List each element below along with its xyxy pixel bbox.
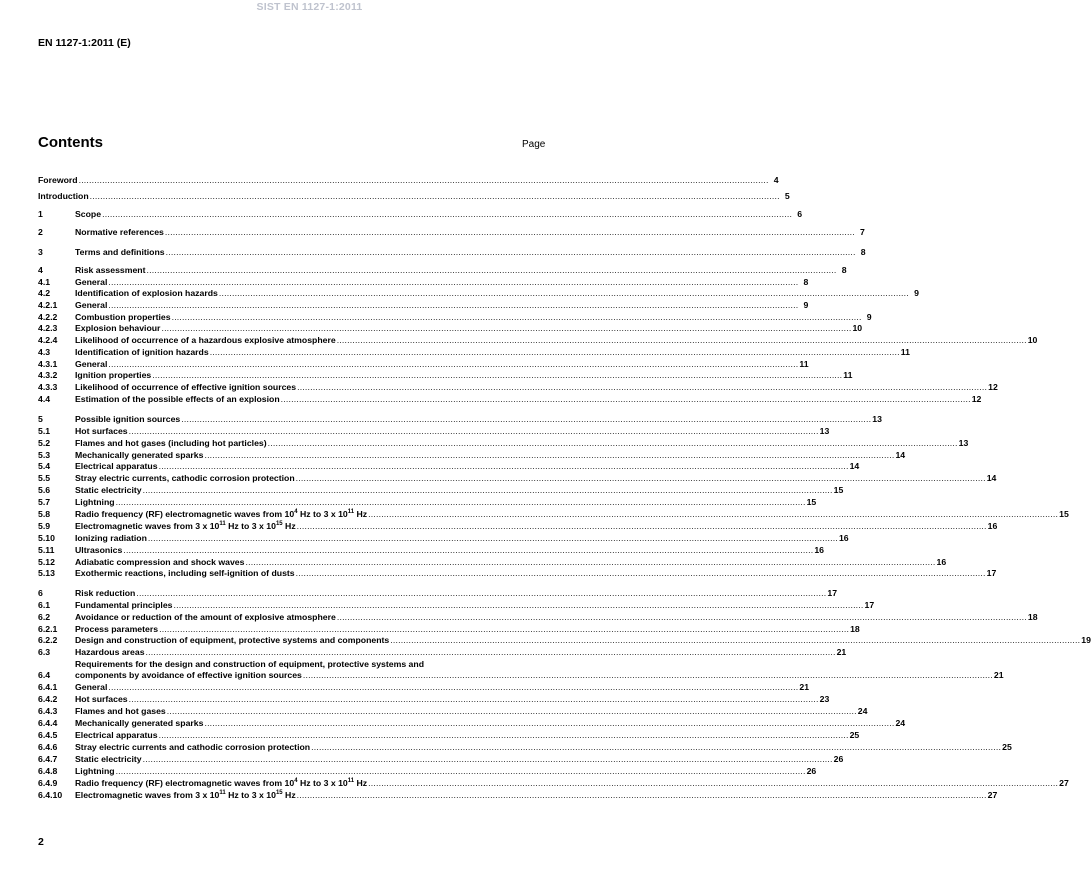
toc-leader-dots <box>152 370 842 381</box>
toc-entry-title: Stray electric currents and cathodic corrosion protection <box>75 742 311 752</box>
toc-entry-number: 5.12 <box>38 557 55 567</box>
toc-entry[interactable] <box>38 717 906 729</box>
contents-title: Contents <box>38 134 103 151</box>
toc-entry-title: Ultrasonics <box>75 545 123 555</box>
toc-entry-number: 6 <box>38 588 43 598</box>
toc-entry-number: 1 <box>38 209 43 219</box>
toc-leader-dots <box>297 521 987 532</box>
toc-entry-page: 16 <box>814 545 825 555</box>
toc-entry-title: Explosion behaviour <box>75 323 161 333</box>
toc-leader-dots <box>219 288 909 299</box>
toc-entry-page: 13 <box>958 438 969 448</box>
toc-entry[interactable] <box>38 346 910 358</box>
toc-entry-page: 14 <box>895 450 906 460</box>
toc-entry[interactable] <box>38 520 998 532</box>
toc-entry-number: 6.2.2 <box>38 635 58 645</box>
toc-entry-page: 11 <box>900 347 910 357</box>
toc-entry-number: 5.8 <box>38 509 51 519</box>
toc-entry-title: Hazardous areas <box>75 647 145 657</box>
toc-entry-page: 19 <box>1081 635 1091 645</box>
toc-entry[interactable] <box>38 765 817 777</box>
toc-entry[interactable] <box>38 174 779 186</box>
toc-leader-dots <box>165 227 855 238</box>
toc-leader-dots <box>181 414 871 425</box>
toc-entry-page: 25 <box>849 730 860 740</box>
toc-leader-dots <box>108 300 798 311</box>
toc-entry[interactable] <box>38 226 865 238</box>
toc-entry-title: Hot surfaces <box>75 694 128 704</box>
toc-entry[interactable] <box>38 322 863 334</box>
toc-entry-number: 5.9 <box>38 521 51 531</box>
toc-entry-page: 17 <box>864 600 875 610</box>
toc-entry-number: 6.4.1 <box>38 682 58 692</box>
toc-entry-page: 5 <box>784 191 790 201</box>
toc-leader-dots <box>148 533 838 544</box>
toc-leader-dots <box>161 323 851 334</box>
toc-leader-dots <box>174 600 864 611</box>
toc-entry[interactable] <box>38 705 868 717</box>
toc-entry-number: 6.4.3 <box>38 706 58 716</box>
toc-entry-title: Requirements for the design and construction of equipment, protective systems and <box>75 659 425 669</box>
toc-entry-title: Fundamental principles <box>75 600 173 610</box>
toc-entry-number: 4.3.3 <box>38 382 58 392</box>
toc-entry-title: Electromagnetic waves from 3 x $10^{11}$ Hz to 3 x $10^{15}$ Hz <box>75 521 296 531</box>
toc-leader-dots <box>90 191 780 202</box>
toc-entry-title: Terms and definitions <box>75 247 165 257</box>
toc-leader-dots <box>337 612 1027 623</box>
toc-entry-number: 4.4 <box>38 394 51 404</box>
toc-leader-dots <box>297 382 987 393</box>
toc-entry-number: 5.6 <box>38 485 51 495</box>
toc-entry-page: 14 <box>849 461 860 471</box>
toc-leader-dots <box>146 647 836 658</box>
toc-entry[interactable] <box>38 508 1069 520</box>
toc-leader-dots <box>102 209 792 220</box>
toc-entry-number: 4 <box>38 265 43 275</box>
toc-entry[interactable] <box>38 437 969 449</box>
toc-entry-page: 24 <box>857 706 868 716</box>
toc-entry-title: General <box>75 300 108 310</box>
toc-entry-title: Normative references <box>75 227 164 237</box>
page-number: 2 <box>38 836 44 848</box>
toc-entry-page: 26 <box>833 754 844 764</box>
toc-entry[interactable] <box>38 681 810 693</box>
toc-leader-dots <box>159 461 849 472</box>
toc-entry-title: Risk assessment <box>75 265 146 275</box>
toc-entry[interactable] <box>38 246 866 258</box>
toc-entry-title: General <box>75 359 108 369</box>
toc-entry-title: Mechanically generated sparks <box>75 718 204 728</box>
toc-entry-page: 16 <box>838 533 849 543</box>
toc-entry-number: 4.2.3 <box>38 323 58 333</box>
toc-entry[interactable] <box>38 472 997 484</box>
toc-leader-dots <box>296 473 986 484</box>
toc-entry[interactable] <box>38 208 803 220</box>
toc-entry-title: Ignition properties <box>75 370 152 380</box>
toc-entry-number: 6.4.6 <box>38 742 58 752</box>
toc-entry-page: 13 <box>819 426 830 436</box>
toc-entry[interactable] <box>38 532 849 544</box>
toc-entry-page: 16 <box>987 521 998 531</box>
toc-entry-number: 5.7 <box>38 497 51 507</box>
toc-entry-page: 18 <box>850 624 860 634</box>
toc-entry-title: Electrical apparatus <box>75 730 158 740</box>
toc-entry-page: 17 <box>986 568 997 578</box>
toc-leader-dots <box>108 682 798 693</box>
toc-entry-number: 4.2.2 <box>38 312 58 322</box>
toc-entry[interactable] <box>38 190 790 202</box>
toc-entry-page: 27 <box>1059 778 1069 788</box>
toc-leader-dots <box>147 265 837 276</box>
toc-entry-title: Hot surfaces <box>75 426 128 436</box>
toc-leader-dots <box>297 790 987 801</box>
toc-entry-page: 26 <box>806 766 817 776</box>
toc-entry-number: 6.4 <box>38 670 51 680</box>
toc-entry-title: Identification of ignition hazards <box>75 347 209 357</box>
toc-leader-dots <box>296 568 986 579</box>
toc-entry-title: Radio frequency (RF) electromagnetic waves from $10^4$ Hz to 3 x $10^{11}$ Hz <box>75 778 368 788</box>
toc-entry[interactable] <box>38 634 1091 646</box>
toc-entry[interactable] <box>38 611 1038 623</box>
toc-entry-number: 4.3 <box>38 347 51 357</box>
toc-entry-page: 25 <box>1002 742 1012 752</box>
toc-entry[interactable] <box>38 544 825 556</box>
toc-entry-page: 15 <box>806 497 817 507</box>
toc-leader-dots <box>311 742 1001 753</box>
toc-entry-page: 11 <box>843 370 853 380</box>
toc-leader-dots <box>116 766 806 777</box>
toc-entry-title: Likelihood of occurrence of a hazardous explosive atmosphere <box>75 335 336 345</box>
toc-entry-title: Flames and hot gases <box>75 706 166 716</box>
toc-entry-number: 6.2 <box>38 612 51 622</box>
toc-leader-dots <box>143 485 833 496</box>
toc-entry-title: Mechanically generated sparks <box>75 450 204 460</box>
toc-entry[interactable] <box>38 789 998 801</box>
toc-entry-page: 27 <box>987 790 998 800</box>
toc-leader-dots <box>368 509 1058 520</box>
toc-entry-number: 3 <box>38 247 43 257</box>
toc-entry-page: 21 <box>993 670 1004 680</box>
toc-leader-dots <box>129 426 819 437</box>
toc-entry[interactable] <box>38 658 1004 681</box>
toc-entry-title: Exothermic reactions, including self-ignition of dusts <box>75 568 295 578</box>
toc-entry-number: 6.4.5 <box>38 730 58 740</box>
toc-entry-page: 6 <box>797 209 803 219</box>
toc-entry-title: Ionizing radiation <box>75 533 147 543</box>
toc-entry[interactable] <box>38 413 882 425</box>
toc-entry-page: 14 <box>986 473 997 483</box>
toc-entry-title: Introduction <box>38 191 89 201</box>
toc-leader-dots <box>204 718 894 729</box>
toc-entry-page: 18 <box>1027 612 1038 622</box>
toc-entry-number: 5.13 <box>38 568 55 578</box>
toc-entry-title: Combustion properties <box>75 312 171 322</box>
toc-entry-title: Avoidance or reduction of the amount of explosive atmosphere <box>75 612 336 622</box>
toc-entry-title: Foreword <box>38 175 78 185</box>
toc-entry[interactable] <box>38 599 875 611</box>
toc-entry[interactable] <box>38 496 817 508</box>
toc-entry[interactable] <box>38 381 998 393</box>
toc-entry-number: 6.4.9 <box>38 778 58 788</box>
toc-entry-title: Electromagnetic waves from 3 x $10^{11}$ Hz to 3 x $10^{15}$ Hz <box>75 790 296 800</box>
toc-entry[interactable] <box>38 587 838 599</box>
toc-entry-number: 6.4.7 <box>38 754 58 764</box>
toc-entry-number: 6.4.10 <box>38 790 63 800</box>
toc-entry[interactable] <box>38 393 982 405</box>
toc-entry-number: 6.3 <box>38 647 51 657</box>
toc-entry[interactable] <box>38 425 830 437</box>
toc-entry-page: 10 <box>852 323 863 333</box>
toc-leader-dots <box>116 497 806 508</box>
toc-entry-number: 5.5 <box>38 473 51 483</box>
toc-entry[interactable] <box>38 753 844 765</box>
toc-entry-number: 6.4.2 <box>38 694 58 704</box>
toc-entry-number: 6.2.1 <box>38 624 58 634</box>
toc-entry-title: Electrical apparatus <box>75 461 158 471</box>
toc-entry-page: 8 <box>803 277 809 287</box>
toc-leader-dots <box>167 706 857 717</box>
toc-entry-title: Static electricity <box>75 754 142 764</box>
toc-entry-title: Static electricity <box>75 485 142 495</box>
toc-entry-number: 5 <box>38 414 43 424</box>
toc-leader-dots <box>210 347 900 358</box>
toc-entry-number: 4.2 <box>38 288 51 298</box>
toc-entry-number: 5.2 <box>38 438 51 448</box>
toc-entry-number: 2 <box>38 227 43 237</box>
toc-entry[interactable] <box>38 369 853 381</box>
document-header: EN 1127-1:2011 (E) <box>38 37 131 49</box>
toc-entry-page: 17 <box>827 588 838 598</box>
toc-entry[interactable] <box>38 741 1012 753</box>
toc-entry-page: 23 <box>819 694 830 704</box>
toc-entry-number: 4.3.1 <box>38 359 58 369</box>
toc-entry-page: 9 <box>914 288 919 298</box>
toc-entry-number: 6.1 <box>38 600 51 610</box>
toc-entry-page: 12 <box>988 382 998 392</box>
toc-entry-title: Scope <box>75 209 102 219</box>
toc-entry[interactable] <box>38 693 830 705</box>
toc-entry-number: 4.3.2 <box>38 370 58 380</box>
toc-entry[interactable] <box>38 484 844 496</box>
toc-leader-dots <box>143 754 833 765</box>
toc-entry-title: Possible ignition sources <box>75 414 181 424</box>
toc-entry-number: 5.1 <box>38 426 51 436</box>
toc-entry-page: 24 <box>895 718 906 728</box>
toc-entry[interactable] <box>38 334 1038 346</box>
toc-entry-page: 16 <box>936 557 947 567</box>
toc-entry-page: 9 <box>866 312 872 322</box>
toc-entry-number: 5.4 <box>38 461 51 471</box>
toc-leader-dots <box>123 545 813 556</box>
toc-leader-dots <box>281 394 971 405</box>
toc-entry-page: 15 <box>833 485 844 495</box>
toc-leader-dots <box>129 694 819 705</box>
toc-leader-dots <box>390 635 1080 646</box>
toc-leader-dots <box>303 670 993 681</box>
toc-entry-title: Estimation of the possible effects of an explosion <box>75 394 280 404</box>
toc-entry-page: 15 <box>1059 509 1069 519</box>
toc-entry-page: 8 <box>860 247 866 257</box>
toc-entry-page: 4 <box>773 175 779 185</box>
toc-entry-page: 7 <box>860 227 865 237</box>
toc-entry-page: 21 <box>799 682 810 692</box>
toc-entry[interactable] <box>38 460 860 472</box>
toc-entry-number: 4.2.1 <box>38 300 58 310</box>
toc-entry-title: Radio frequency (RF) electromagnetic waves from $10^4$ Hz to 3 x $10^{11}$ Hz <box>75 509 368 519</box>
toc-entry[interactable] <box>38 299 809 311</box>
toc-entry-title: Risk reduction <box>75 588 136 598</box>
toc-entry-number: 5.11 <box>38 545 55 555</box>
toc-leader-dots <box>368 778 1058 789</box>
toc-entry-title: Process parameters <box>75 624 159 634</box>
toc-entry-title-continued: components by avoidance of effective ignition sources <box>75 670 302 680</box>
toc-entry-number: 4.1 <box>38 277 51 287</box>
toc-entry-title: Flames and hot gases (including hot particles) <box>75 438 267 448</box>
toc-entry[interactable] <box>38 567 997 579</box>
toc-entry-page: 12 <box>971 394 982 404</box>
toc-entry-title: Lightning <box>75 497 115 507</box>
toc-entry[interactable] <box>38 777 1069 789</box>
toc-entry-page: 21 <box>836 647 847 657</box>
toc-entry-number: 4.2.4 <box>38 335 58 345</box>
toc-entry-title: Likelihood of occurrence of effective ignition sources <box>75 382 297 392</box>
toc-entry-page: 8 <box>841 265 847 275</box>
toc-entry-number: 6.4.4 <box>38 718 58 728</box>
toc-entry[interactable] <box>38 287 919 299</box>
toc-entry-title: Identification of explosion hazards <box>75 288 218 298</box>
toc-entry-number: 6.4.8 <box>38 766 58 776</box>
toc-entry[interactable] <box>38 264 847 276</box>
toc-entry-title: Design and construction of equipment, protective systems and components <box>75 635 390 645</box>
toc-entry[interactable] <box>38 646 847 658</box>
watermark: SIST EN 1127-1:2011 <box>256 1 363 13</box>
toc-entry-title: Stray electric currents, cathodic corrosion protection <box>75 473 295 483</box>
toc-leader-dots <box>166 247 856 258</box>
toc-leader-dots <box>159 730 849 741</box>
toc-entry-page: 9 <box>803 300 809 310</box>
toc-leader-dots <box>136 588 826 599</box>
toc-entry-title: General <box>75 277 108 287</box>
page-column-label: Page <box>522 139 546 150</box>
toc-entry-title: General <box>75 682 108 692</box>
toc-leader-dots <box>268 438 958 449</box>
toc-entry-page: 10 <box>1027 335 1038 345</box>
toc-leader-dots <box>79 175 769 186</box>
toc-entry-page: 13 <box>872 414 882 424</box>
toc-entry-title: Lightning <box>75 766 115 776</box>
toc-leader-dots <box>337 335 1027 346</box>
toc-entry[interactable] <box>38 729 860 741</box>
toc-entry-title: Adiabatic compression and shock waves <box>75 557 245 567</box>
toc-entry-number: 5.10 <box>38 533 55 543</box>
toc-entry-number: 5.3 <box>38 450 51 460</box>
toc-entry-page: 11 <box>799 359 809 369</box>
